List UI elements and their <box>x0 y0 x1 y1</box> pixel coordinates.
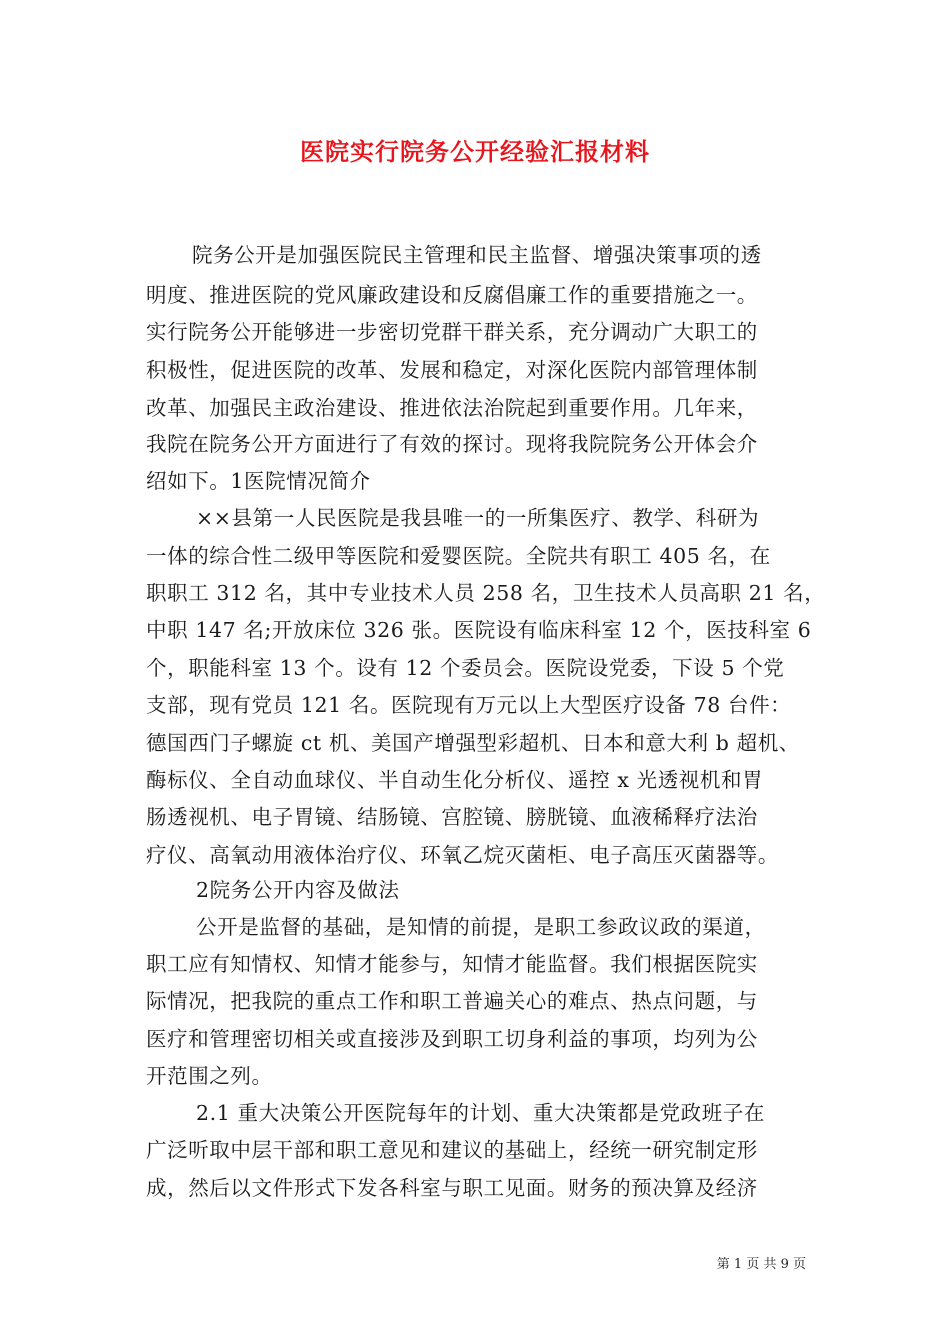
body-line: 开范围之列。 <box>146 1064 273 1088</box>
body-line: 职工应有知情权、知情才能参与，知情才能监督。我们根据医院实 <box>146 952 758 976</box>
body-line: 明度、推进医院的党风廉政建设和反腐倡廉工作的重要措施之一。 <box>146 283 758 307</box>
body-line: 肠透视机、电子胃镜、结肠镜、宫腔镜、膀胱镜、血液稀释疗法治 <box>146 805 758 829</box>
body-line: 公开是监督的基础，是知情的前提，是职工参政议政的渠道， <box>196 915 766 939</box>
body-line: 德国西门子螺旋 ct 机、美国产增强型彩超机、日本和意大利 b 超机、 <box>146 731 800 755</box>
body-line: 支部，现有党员 121 名。医院现有万元以上大型医疗设备 78 台件： <box>146 693 792 717</box>
body-line: 医疗和管理密切相关或直接涉及到职工切身利益的事项，均列为公 <box>146 1027 758 1051</box>
page-footer: 第 1 页 共 9 页 <box>716 1257 806 1272</box>
body-line: 职职工 312 名，其中专业技术人员 258 名，卫生技术人员高职 21 名， <box>146 581 826 605</box>
body-line: 我院在院务公开方面进行了有效的探讨。现将我院院务公开体会介 <box>146 432 758 456</box>
body-line: 际情况，把我院的重点工作和职工普遍关心的难点、热点问题，与 <box>146 989 758 1013</box>
page-title: 医院实行院务公开经验汇报材料 <box>300 137 650 166</box>
body-line: ××县第一人民医院是我县唯一的一所集医疗、教学、科研为 <box>196 506 760 530</box>
body-line: 中职 147 名;开放床位 326 张。医院设有临床科室 12 个，医技科室 6 <box>146 618 812 642</box>
body-line: 成，然后以文件形式下发各科室与职工见面。财务的预决算及经济 <box>146 1176 758 1200</box>
body-line: 积极性，促进医院的改革、发展和稳定，对深化医院内部管理体制 <box>146 358 758 382</box>
section-heading: 2院务公开内容及做法 <box>196 878 400 902</box>
body-line: 疗仪、高氧动用液体治疗仪、环氧乙烷灭菌柜、电子高压灭菌器等。 <box>146 843 779 867</box>
body-line: 2.1 重大决策公开医院每年的计划、重大决策都是党政班子在 <box>196 1101 766 1125</box>
body-line: 绍如下。1医院情况简介 <box>146 469 371 493</box>
body-line: 院务公开是加强医院民主管理和民主监督、增强决策事项的透 <box>192 243 762 267</box>
body-line: 实行院务公开能够进一步密切党群干群关系，充分调动广大职工的 <box>146 320 758 344</box>
body-line: 广泛听取中层干部和职工意见和建议的基础上，经统一研究制定形 <box>146 1138 758 1162</box>
body-line: 酶标仪、全自动血球仪、半自动生化分析仪、遥控 x 光透视机和胃 <box>146 768 764 792</box>
body-line: 改革、加强民主政治建设、推进依法治院起到重要作用。几年来， <box>146 396 758 420</box>
body-line: 个，职能科室 13 个。设有 12 个委员会。医院设党委，下设 5 个党 <box>146 656 785 680</box>
body-line: 一体的综合性二级甲等医院和爱婴医院。全院共有职工 405 名，在 <box>146 544 771 568</box>
